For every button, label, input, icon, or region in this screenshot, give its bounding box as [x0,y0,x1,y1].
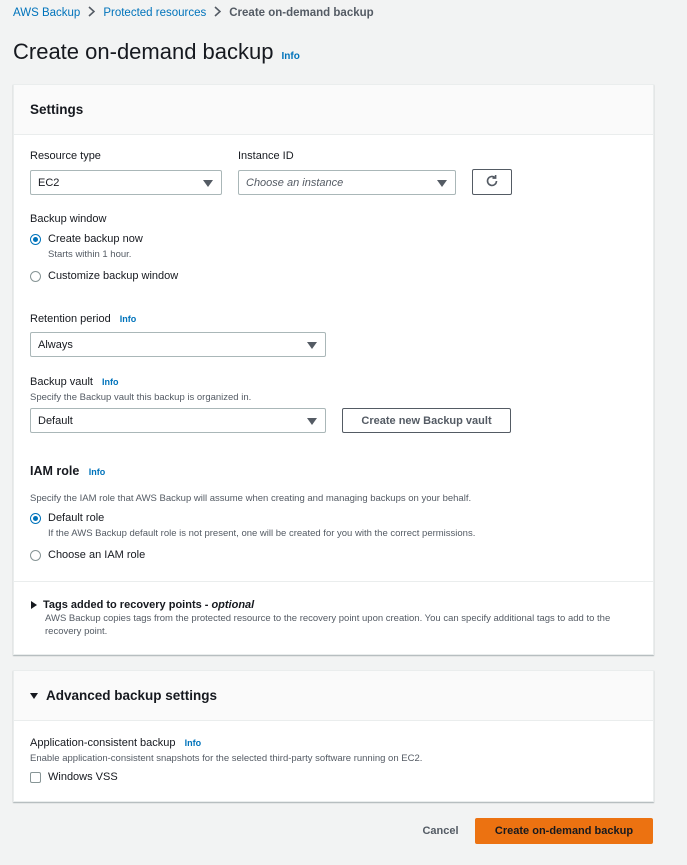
create-backup-now-description: Starts within 1 hour. [48,249,132,260]
windows-vss-checkbox-label: Windows VSS [48,771,118,783]
backup-vault-select[interactable] [30,408,326,433]
tags-label: Tags added to recovery points - [43,599,209,611]
caret-down-icon [437,180,447,187]
radio-create-backup-now-control[interactable] [30,234,41,245]
backup-vault-info-link[interactable]: Info [102,377,119,387]
retention-period-label-text: Retention period [30,313,111,325]
backup-vault-label-text: Backup vault [30,376,93,388]
radio-customize-backup-window[interactable] [30,270,178,282]
breadcrumb-aws-backup[interactable]: AWS Backup [13,7,81,19]
resource-type-label: Resource type [30,150,101,162]
create-on-demand-backup-button[interactable]: Create on-demand backup [475,818,653,844]
page-title-text: Create on-demand backup [13,39,274,64]
backup-vault-label [30,376,119,388]
tags-optional-label: optional [211,599,255,611]
breadcrumb-current: Create on-demand backup [229,7,374,19]
tags-description-line2: recovery point. [45,626,108,637]
radio-default-role[interactable] [30,512,104,524]
cancel-button[interactable]: Cancel [422,825,459,837]
page-title [13,39,300,65]
radio-create-backup-now-label: Create backup now [48,233,143,245]
app-consistent-backup-label-text: Application-consistent backup [30,737,176,749]
backup-vault-description: Specify the Backup vault this backup is organized in. [30,392,252,403]
radio-customize-backup-window-label: Customize backup window [48,270,179,282]
backup-window-label: Backup window [30,213,107,225]
refresh-button[interactable] [472,169,512,195]
settings-panel [13,84,654,655]
radio-create-backup-now[interactable] [30,233,143,245]
radio-default-role-control[interactable] [30,513,41,524]
windows-vss-checkbox-control[interactable] [30,772,41,783]
app-consistent-backup-label [30,737,201,749]
chevron-right-icon [88,6,95,20]
caret-down-icon [203,180,213,187]
iam-role-description: Specify the IAM role that AWS Backup will assume when creating and managing backups on your behalf. [30,493,472,504]
caret-down-icon [307,418,317,425]
radio-choose-iam-role[interactable] [30,549,145,561]
iam-role-heading [30,464,105,478]
iam-role-heading-text: IAM role [30,464,80,478]
triangle-down-icon [30,693,38,699]
resource-type-value: EC2 [38,176,60,189]
retention-period-value: Always [38,338,73,351]
app-consistent-backup-info-link[interactable]: Info [184,738,202,748]
instance-id-select[interactable] [238,170,456,195]
chevron-right-icon [214,6,221,20]
resource-type-select[interactable] [30,170,222,195]
app-consistent-backup-description: Enable application-consistent snapshots for the selected third-party software running on EC2. [30,753,423,764]
windows-vss-checkbox[interactable] [30,771,118,783]
radio-choose-iam-role-label: Choose an IAM role [48,549,146,561]
radio-customize-backup-window-control[interactable] [30,271,41,282]
radio-choose-iam-role-control[interactable] [30,550,41,561]
caret-down-icon [307,342,317,349]
advanced-settings-panel [13,670,654,802]
default-role-description: If the AWS Backup default role is not present, one will be created for you with the correct permissions. [48,528,476,539]
radio-default-role-label: Default role [48,512,105,524]
instance-id-placeholder: Choose an instance [246,176,344,189]
tags-expand-toggle[interactable] [31,599,254,611]
retention-period-label [30,313,136,325]
breadcrumb [13,6,374,20]
backup-vault-value: Default [38,414,73,427]
create-new-backup-vault-button[interactable]: Create new Backup vault [342,408,511,433]
instance-id-label: Instance ID [238,150,294,162]
retention-period-info-link[interactable]: Info [119,314,137,324]
triangle-right-icon [31,601,37,609]
breadcrumb-protected-resources[interactable]: Protected resources [103,7,207,19]
divider [14,581,653,582]
iam-role-info-link[interactable]: Info [88,467,106,477]
settings-panel-header: Settings [14,85,653,135]
advanced-settings-header[interactable] [14,671,653,721]
tags-description-line1: AWS Backup copies tags from the protected resource to the recovery point upon creation. You can specify additional tags to add to the [45,613,611,624]
refresh-icon [485,174,499,191]
advanced-settings-title: Advanced backup settings [46,688,218,703]
retention-period-select[interactable] [30,332,326,357]
page-title-info-link[interactable]: Info [281,51,300,62]
